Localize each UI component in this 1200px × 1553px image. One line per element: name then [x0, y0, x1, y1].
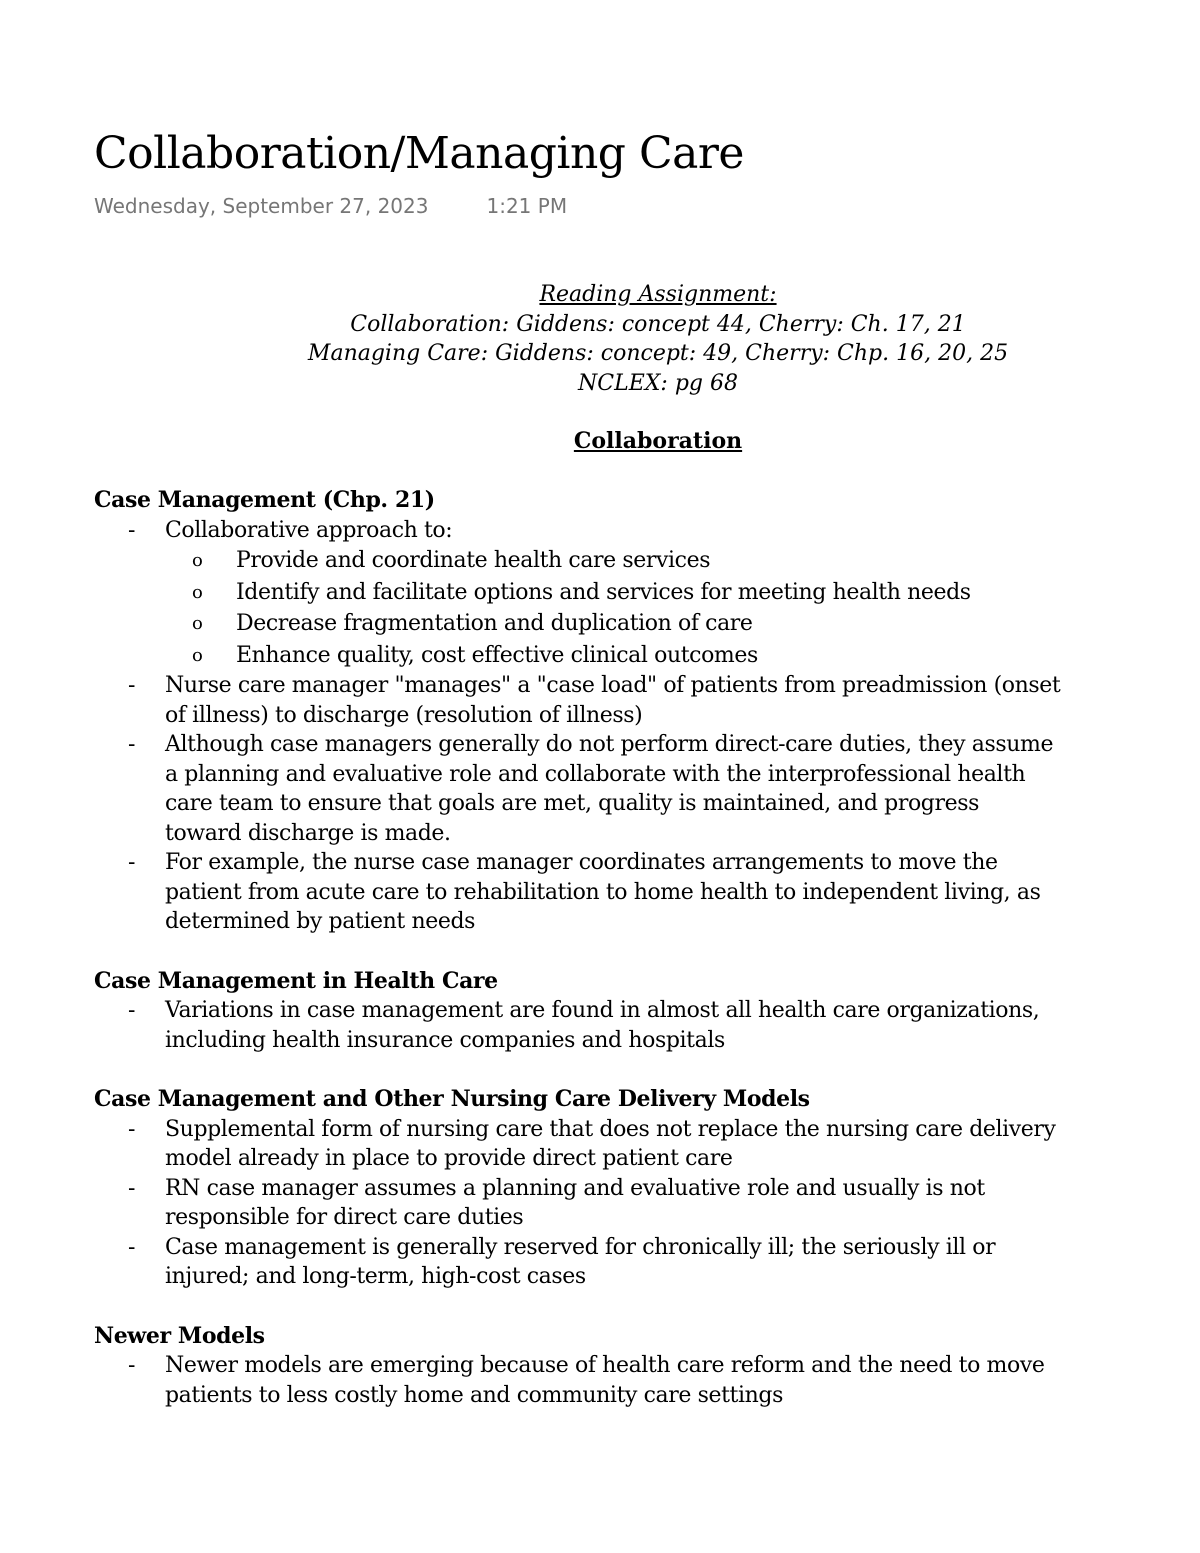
note-timestamp: [94, 194, 567, 218]
list-item: [94, 730, 1200, 848]
list-item-text: Variations in case management are found in almost all health care organizations,: [165, 998, 1040, 1023]
list-item-text: a planning and evaluative role and collaborate with the interprofessional health: [165, 761, 1026, 787]
list-item: [94, 1115, 1200, 1174]
notes-section: [94, 1085, 1200, 1292]
sub-list-item: [94, 577, 1200, 609]
reading-line: NCLEX: pg 68: [578, 370, 738, 396]
list-item-text: including health insurance companies and hospitals: [165, 1027, 725, 1053]
dash-bullet-icon: -: [128, 998, 136, 1023]
bullet-list: [94, 1115, 1200, 1292]
bullet-list: [94, 516, 1200, 937]
sub-bullet-list: [165, 545, 1200, 671]
note-date: Wednesday, September 27, 2023: [94, 194, 429, 218]
dash-bullet-icon: -: [128, 517, 136, 543]
circle-bullet-icon: o: [192, 550, 203, 571]
notes-section: [94, 1322, 1200, 1411]
reading-line: Managing Care: Giddens: concept: 49, Cherry: Chp. 16, 20, 25: [307, 341, 1009, 366]
list-item-text: model already in place to provide direct patient care: [165, 1146, 733, 1171]
list-item-text: Supplemental form of nursing care that does not replace the nursing care delivery: [165, 1116, 1056, 1142]
notes-body: [94, 486, 1200, 1440]
bullet-list: [94, 996, 1200, 1055]
list-item-text: Nurse care manager "manages" a "case load" of patients from preadmission (onset: [165, 673, 1061, 698]
list-item-text: toward discharge is made.: [165, 820, 451, 846]
page-title: Collaboration/Managing Care: [94, 128, 744, 179]
sub-list-item-text: Identify and facilitate options and services for meeting health needs: [236, 579, 971, 605]
list-item: [94, 1174, 1200, 1233]
list-item-text: Newer models are emerging because of health care reform and the need to move: [165, 1353, 1045, 1378]
list-item: [94, 996, 1200, 1055]
list-item-text: responsible for direct care duties: [165, 1205, 524, 1230]
sub-list-item: [94, 640, 1200, 672]
dash-bullet-icon: -: [128, 1175, 136, 1201]
list-item: [94, 1233, 1200, 1292]
circle-bullet-icon: o: [192, 644, 203, 666]
list-item-text: injured; and long-term, high-cost cases: [165, 1264, 586, 1289]
list-item-text: Although case managers generally do not perform direct-care duties, they assume: [165, 732, 1054, 757]
list-item: [94, 671, 1200, 730]
list-item-text: Case management is generally reserved for chronically ill; the seriously ill or: [165, 1234, 996, 1260]
note-time: 1:21 PM: [486, 194, 568, 218]
dash-bullet-icon: -: [128, 673, 136, 698]
bullet-list: [94, 1351, 1200, 1410]
sub-list-item: [94, 545, 1200, 577]
sub-list-item: [94, 608, 1200, 640]
list-item-text: care team to ensure that goals are met, quality is maintained, and progress: [165, 791, 979, 816]
section-heading: Case Management in Health Care: [94, 967, 498, 994]
list-item-text: determined by patient needs: [165, 909, 476, 934]
list-item-text: Collaborative approach to:: [165, 517, 453, 543]
section-title: Collaboration: [573, 428, 743, 454]
sub-list-item-text: Enhance quality, cost effective clinical outcomes: [236, 642, 758, 668]
reading-assignment: [258, 280, 1058, 398]
notes-section: [94, 486, 1200, 937]
circle-bullet-icon: o: [192, 581, 203, 603]
list-item: [94, 1351, 1200, 1410]
notes-section: [94, 967, 1200, 1056]
list-item-text: patients to less costly home and community care settings: [165, 1382, 783, 1408]
dash-bullet-icon: -: [128, 1234, 136, 1260]
list-item-text: For example, the nurse case manager coordinates arrangements to move the: [165, 850, 998, 875]
list-item: [94, 516, 1200, 672]
dash-bullet-icon: -: [128, 850, 136, 875]
section-heading: Newer Models: [94, 1322, 265, 1349]
list-item-text: patient from acute care to rehabilitation to home health to independent living, as: [165, 879, 1041, 905]
reading-assignment-heading: Reading Assignment:: [539, 282, 777, 307]
dash-bullet-icon: -: [128, 732, 136, 757]
sub-list-item-text: Decrease fragmentation and duplication of care: [236, 611, 753, 636]
sub-list-item-text: Provide and coordinate health care services: [236, 548, 711, 573]
dash-bullet-icon: -: [128, 1353, 136, 1378]
reading-line: Collaboration: Giddens: concept 44, Cherry: Ch. 17, 21: [350, 311, 966, 337]
list-item: [94, 848, 1200, 937]
section-heading: Case Management and Other Nursing Care Delivery Models: [94, 1086, 810, 1112]
dash-bullet-icon: -: [128, 1116, 136, 1142]
circle-bullet-icon: o: [192, 613, 203, 634]
section-heading: Case Management (Chp. 21): [94, 487, 435, 513]
list-item-text: of illness) to discharge (resolution of illness): [165, 702, 643, 728]
list-item-text: RN case manager assumes a planning and evaluative role and usually is not: [165, 1175, 985, 1201]
